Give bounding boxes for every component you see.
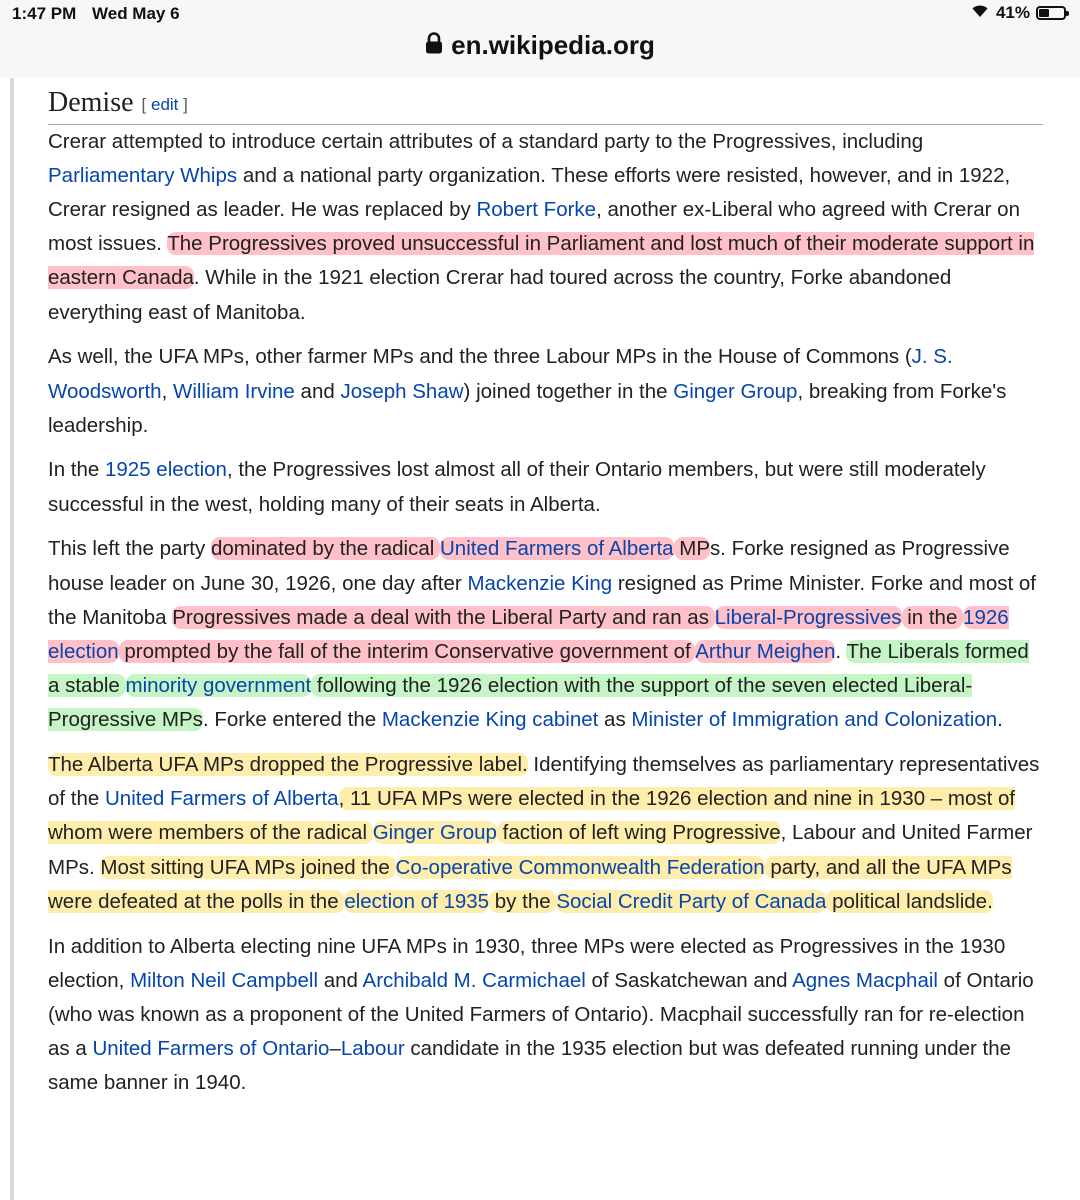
address-bar[interactable] bbox=[0, 30, 1080, 61]
edit-bracket-close: ] bbox=[183, 94, 188, 114]
wiki-link[interactable]: Arthur Meighen bbox=[695, 639, 836, 663]
paragraph-text: . bbox=[997, 708, 1003, 732]
paragraph-text: , the Progressives lost almost all of their Ontario members, but were still moderately successful in the west, holding many of their seats in Alberta. bbox=[48, 458, 986, 516]
highlighted-text: The Alberta UFA MPs dropped the Progressive label. bbox=[48, 753, 528, 777]
battery-level-fill bbox=[1039, 9, 1049, 17]
wiki-link[interactable]: Liberal-Progressives bbox=[714, 605, 902, 629]
wiki-link[interactable]: Co-operative Commonwealth Federation bbox=[395, 855, 765, 879]
wiki-link[interactable]: 1925 election bbox=[105, 458, 227, 482]
highlighted-text: following the 1926 election with the support of the seven elected Liberal-Progressive MPs bbox=[48, 674, 973, 732]
wiki-link[interactable]: United Farmers of Ontario bbox=[92, 1037, 330, 1061]
wiki-link[interactable]: Social Credit Party of Canada bbox=[556, 889, 827, 913]
paragraph-text: As well, the UFA MPs, other farmer MPs and the three Labour MPs in the House of Commons ( bbox=[48, 345, 912, 369]
wiki-link[interactable]: Parliamentary Whips bbox=[48, 163, 238, 187]
paragraph-text: of Ontario (who was known as a proponent of the United Farmers of Ontario). Macphail successfully ran for re-election as a bbox=[48, 968, 1034, 1061]
highlighted-text: dominated by the radical bbox=[210, 537, 440, 561]
paragraph-text: and a national party organization. These efforts were resisted, however, and in 1922, Crerar resigned as leader. He was replaced by bbox=[48, 163, 1011, 221]
paragraph-text: and bbox=[294, 379, 341, 403]
paragraph-text: In the bbox=[48, 458, 105, 482]
wiki-link[interactable]: United Farmers of Alberta bbox=[440, 537, 674, 561]
wiki-link[interactable]: Labour bbox=[340, 1037, 405, 1061]
highlighted-text: by the bbox=[489, 889, 557, 913]
paragraph-text: , bbox=[161, 379, 173, 403]
paragraph-text: . While in the 1921 election Crerar had toured across the country, Forke abandoned everything east of Manitoba. bbox=[48, 266, 952, 324]
wiki-link[interactable]: Ginger Group bbox=[372, 821, 497, 845]
highlighted-text: MP bbox=[673, 537, 711, 561]
wiki-link[interactable]: William Irvine bbox=[172, 379, 295, 403]
paragraph-text: Identifying themselves as parliamentary representatives of the bbox=[48, 753, 1040, 811]
paragraph-text: . Forke entered the bbox=[202, 708, 382, 732]
paragraph-text: . bbox=[835, 639, 847, 663]
paragraph-text: and bbox=[318, 968, 363, 992]
highlighted-text: political landslide. bbox=[826, 889, 993, 913]
battery-icon bbox=[1036, 6, 1066, 20]
wiki-link[interactable]: United Farmers of Alberta bbox=[105, 787, 339, 811]
paragraph-3 bbox=[48, 453, 1043, 521]
wiki-link[interactable]: Minister of Immigration and Colonization bbox=[631, 708, 998, 732]
paragraph-text: as bbox=[598, 708, 632, 732]
paragraph-text: , breaking from Forke's leadership. bbox=[48, 379, 1007, 437]
paragraph-text: candidate in the 1935 election but was defeated running under the same banner in 1940. bbox=[48, 1037, 1012, 1095]
paragraph-text: This left the party bbox=[48, 537, 211, 561]
edit-link[interactable]: edit bbox=[151, 94, 179, 114]
wiki-link[interactable]: election of 1935 bbox=[344, 889, 490, 913]
section-body bbox=[48, 125, 1043, 1101]
wiki-link[interactable]: minority government bbox=[125, 674, 312, 698]
status-indicators bbox=[970, 3, 1066, 23]
wiki-link[interactable]: Joseph Shaw bbox=[340, 379, 464, 403]
highlighted-text: The Progressives proved unsuccessful in Parliament and lost much of their moderate support in eastern Canada bbox=[48, 232, 1035, 290]
edit-bracket-open: [ bbox=[141, 94, 147, 114]
paragraph-text: resigned as Prime Minister. Forke and most of the Manitoba bbox=[48, 571, 1036, 629]
paragraph-text: In addition to Alberta electing nine UFA MPs in 1930, three MPs were elected as Progressives in the 1930 election, bbox=[48, 934, 1006, 992]
wiki-link[interactable]: 1926 election bbox=[48, 605, 1009, 663]
paragraph-6 bbox=[48, 930, 1043, 1101]
wiki-link[interactable]: Archibald M. Carmichael bbox=[362, 968, 586, 992]
section-heading bbox=[48, 84, 1043, 125]
highlighted-text: , 11 UFA MPs were elected in the 1926 election and nine in 1930 – most of whom were members of the radical bbox=[48, 787, 1016, 845]
wiki-link[interactable]: Mackenzie King cabinet bbox=[381, 708, 599, 732]
wiki-link[interactable]: Mackenzie King bbox=[467, 571, 613, 595]
status-time: 1:47 PM bbox=[12, 4, 77, 23]
highlighted-text: faction of left wing Progressive bbox=[496, 821, 781, 845]
paragraph-text: Crerar attempted to introduce certain attributes of a standard party to the Progressives, including bbox=[48, 129, 924, 153]
wiki-link[interactable]: Robert Forke bbox=[476, 197, 597, 221]
paragraph-4 bbox=[48, 532, 1043, 737]
address-url: en.wikipedia.org bbox=[451, 30, 655, 60]
lock-icon bbox=[425, 30, 443, 61]
wiki-link[interactable]: J. S. Woodsworth bbox=[48, 345, 953, 403]
paragraph-text: ) joined together in the bbox=[463, 379, 674, 403]
paragraph-text: , another ex-Liberal who agreed with Crerar on most issues. bbox=[48, 197, 1020, 256]
paragraph-text: – bbox=[329, 1037, 341, 1061]
highlighted-text: Most sitting UFA MPs joined the bbox=[100, 855, 396, 879]
paragraph-text: s. Forke resigned as Progressive house leader on June 30, 1926, one day after bbox=[48, 537, 1010, 595]
highlighted-text: in the bbox=[901, 605, 964, 629]
paragraph-text: of Saskatchewan and bbox=[585, 968, 793, 992]
wifi-icon bbox=[970, 3, 990, 23]
page-left-scroll-edge bbox=[10, 78, 14, 1200]
highlighted-text: party, and all the UFA MPs were defeated at the polls in the bbox=[48, 855, 1012, 913]
battery-percent: 41% bbox=[995, 3, 1030, 22]
paragraph-text: , Labour and United Farmer MPs. bbox=[48, 821, 1033, 879]
highlighted-text: The Liberals formed a stable bbox=[48, 639, 1029, 698]
wiki-link[interactable]: Agnes Macphail bbox=[792, 968, 938, 992]
status-date: Wed May 6 bbox=[92, 4, 180, 23]
article-content bbox=[48, 84, 1043, 1101]
section-edit-link-wrap bbox=[142, 95, 188, 114]
paragraph-2 bbox=[48, 340, 1043, 443]
paragraph-5 bbox=[48, 748, 1043, 919]
paragraph-1 bbox=[48, 125, 1043, 330]
status-and-address-bar bbox=[0, 0, 1080, 79]
highlighted-text: prompted by the fall of the interim Conservative government of bbox=[118, 639, 696, 663]
section-title: Demise bbox=[48, 87, 134, 118]
wiki-link[interactable]: Milton Neil Campbell bbox=[130, 968, 319, 992]
highlighted-text: Progressives made a deal with the Liberal Party and ran as bbox=[172, 605, 715, 629]
wiki-link[interactable]: Ginger Group bbox=[673, 379, 798, 403]
